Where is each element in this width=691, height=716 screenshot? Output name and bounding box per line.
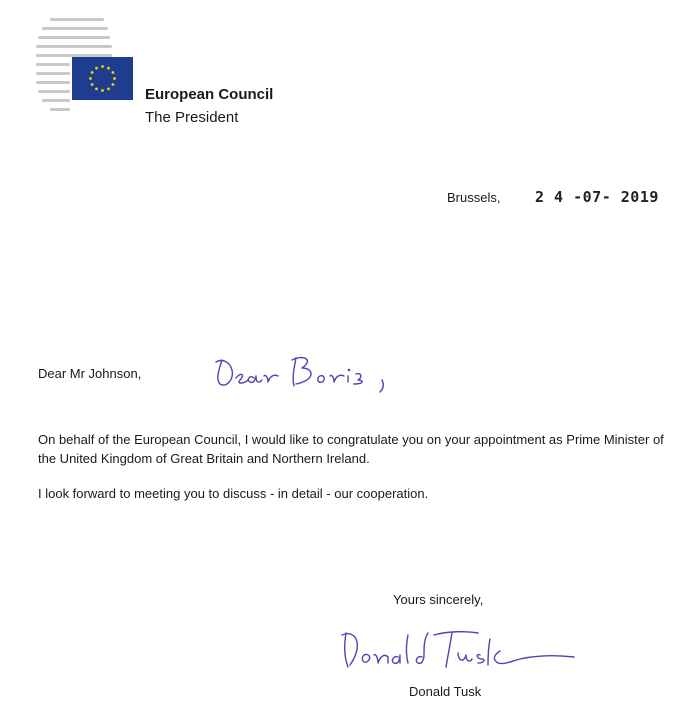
- eu-flag-icon: [72, 57, 133, 100]
- body-paragraph-1: On behalf of the European Council, I would like to congratulate you on your appointment as Prime Minister of the United Kingdom of Great Britain and Northern Ireland.: [38, 432, 664, 466]
- typed-salutation: Dear Mr Johnson,: [38, 366, 142, 381]
- dateline-date-stamp: 2 4 -07- 2019: [535, 188, 659, 206]
- organization-role: The President: [145, 109, 239, 126]
- dateline-place: Brussels,: [447, 190, 501, 205]
- handwritten-salutation: [212, 350, 392, 401]
- body-paragraph-2: I look forward to meeting you to discuss - in detail - our cooperation.: [38, 486, 429, 501]
- valediction: Yours sincerely,: [393, 592, 484, 607]
- organization-name: European Council: [145, 86, 274, 103]
- signer-name: Donald Tusk: [409, 684, 482, 699]
- handwritten-signature: [338, 625, 578, 680]
